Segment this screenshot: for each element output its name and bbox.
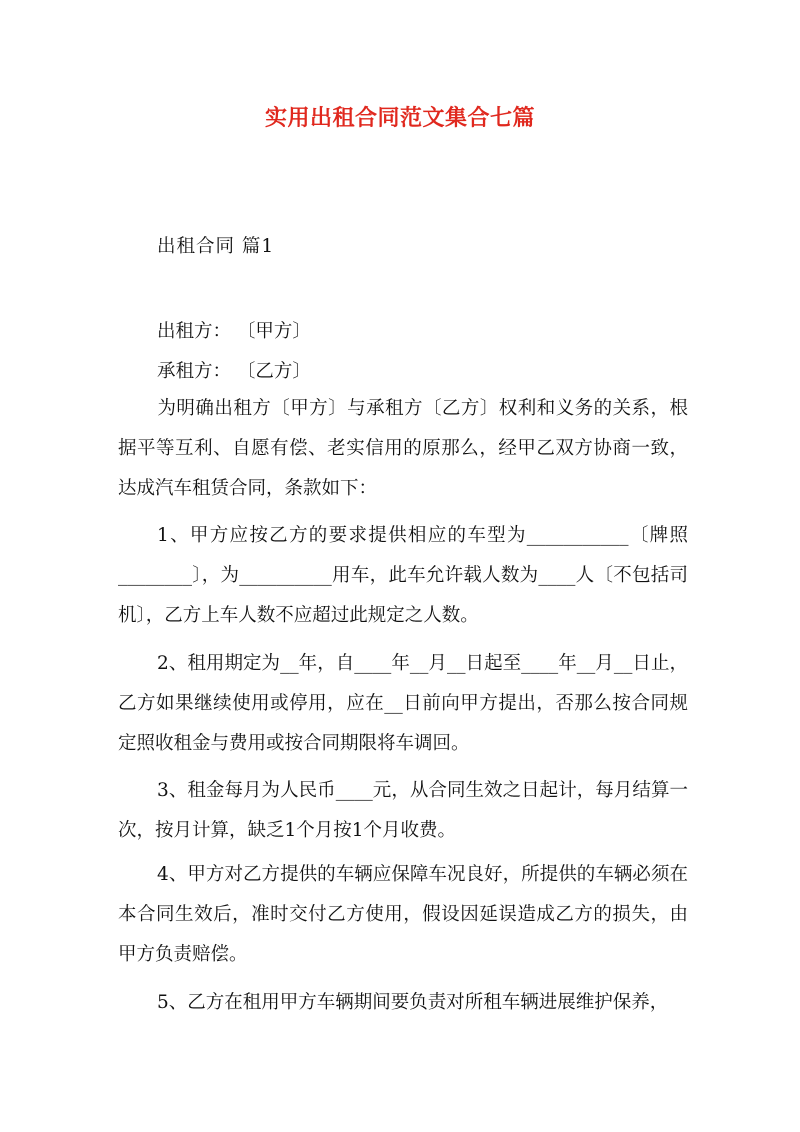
paragraph-clause-5 <box>118 983 688 1023</box>
paragraph-clause-4 <box>118 855 688 975</box>
clause-2-text: 2、租用期定为__年，自____年__月__日起至____年__月__日止，乙方如果继续使用或停用，应在__日前向甲方提出，否那么按合同规定照收租金与费用或按合同期限将车调回。 <box>118 653 688 754</box>
paragraph-clause-1 <box>118 516 688 636</box>
clause-1-text: 1、甲方应按乙方的要求提供相应的车型为___________〔牌照________〕，为__________用车，此车允许载人数为____人〔不包括司机〕，乙方上车人数不应超过此规定之人数。 <box>118 525 688 626</box>
paragraph-clause-3 <box>118 771 688 851</box>
document-title: 实用出租合同范文集合七篇 <box>264 105 535 131</box>
paragraph-intro <box>118 389 688 509</box>
paragraph-clause-2 <box>118 644 688 764</box>
party-a-line: 出租方： 〔甲方〕 <box>157 321 311 342</box>
clause-5-text: 5、乙方在租用甲方车辆期间要负责对所租车辆进展维护保养， <box>157 992 669 1013</box>
party-b-line: 承租方： 〔乙方〕 <box>157 361 311 382</box>
clause-3-text: 3、租金每月为人民币____元，从合同生效之日起计，每月结算一次，按月计算，缺乏1个月按1个月收费。 <box>118 780 688 841</box>
clause-4-text: 4、甲方对乙方提供的车辆应保障车况良好，所提供的车辆必须在本合同生效后，准时交付乙方使用，假设因延误造成乙方的损失，由甲方负责赔偿。 <box>118 864 688 965</box>
paragraph-intro-text: 为明确出租方〔甲方〕与承租方〔乙方〕权利和义务的关系，根据平等互利、自愿有偿、老实信用的原那么，经甲乙双方协商一致，达成汽车租赁合同，条款如下： <box>118 398 688 499</box>
section-title: 出租合同 篇1 <box>157 236 275 257</box>
